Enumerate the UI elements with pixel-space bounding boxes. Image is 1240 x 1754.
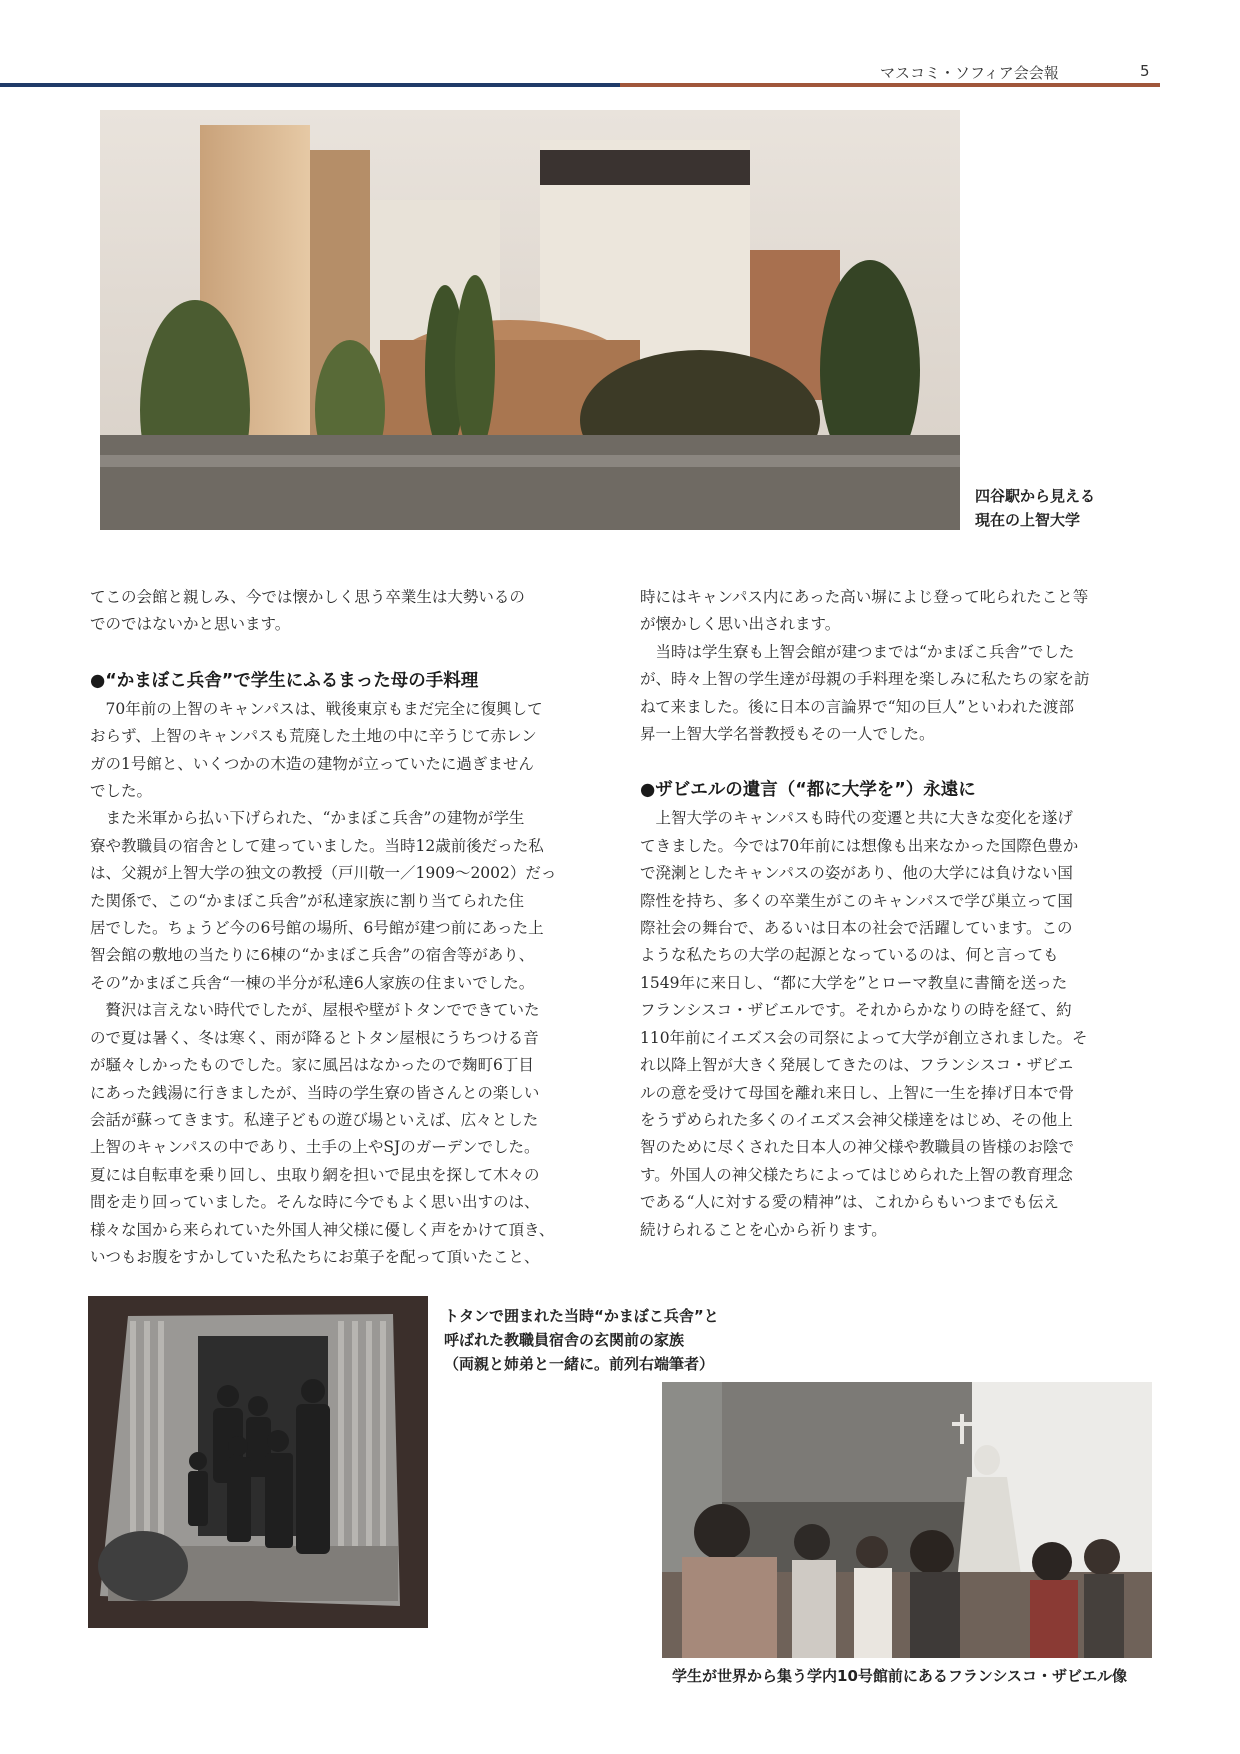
text-line: ガの1号館と、いくつかの木造の建物が立っていたに過ぎません	[90, 754, 534, 773]
text-line: 様々な国から来られていた外国人神父様に優しく声をかけて頂き、	[90, 1220, 555, 1239]
text-line: 時にはキャンパス内にあった高い塀によじ登って叱られたこと等	[640, 588, 1089, 606]
newsletter-title: マスコミ・ソフィア会会報	[880, 64, 1059, 82]
text-line: にあった銭湯に行きましたが、当時の学生寮の皆さんとの楽しい	[90, 1083, 540, 1102]
statue-photo-caption	[672, 1664, 1127, 1688]
text-line: が懐かしく思い出されます。	[640, 615, 841, 634]
text-line: てこの会館と親しみ、今では懐かしく思う卒業生は大勢いるの	[90, 588, 525, 606]
left-column	[90, 584, 612, 1271]
text-line: また米軍から払い下げられた、“かまぼこ兵舎”の建物が学生	[90, 809, 525, 828]
text-line: 際社会の舞台で、あるいは日本の社会で活躍しています。この	[640, 919, 1073, 938]
text-line: いつもお腹をすかしていた私たちにお菓子を配って頂いたこと、	[90, 1247, 540, 1266]
text-line: 寮や教職員の宿舎として建っていました。当時12歳前後だった私	[90, 836, 544, 855]
text-line: フランシスコ・ザビエルです。それからかなりの時を経て、約	[640, 1001, 1072, 1020]
text-line: た関係で、この“かまぼこ兵舎”が私達家族に割り当てられた住	[90, 891, 525, 910]
text-line: 智のために尽くされた日本人の神父様や教職員の皆様のお陰で	[640, 1138, 1075, 1157]
text-line: でした。	[90, 782, 153, 801]
text-line: その”かまぼこ兵舎“一棟の半分が私達6人家族の住まいでした。	[90, 973, 535, 992]
xavier-statue-photo	[662, 1382, 1152, 1658]
text-line: 際性を持ち、多くの卒業生がこのキャンパスで学び巣立って国	[640, 891, 1073, 910]
header-rule-brown	[620, 83, 1160, 87]
text-line: 間を走り回っていました。そんな時に今でもよく思い出すのは、	[90, 1193, 540, 1212]
text-line: 夏には自転車を乗り回し、虫取り網を担いで昆虫を探して木々の	[90, 1165, 540, 1184]
family-photo	[88, 1296, 428, 1628]
text-line: す。外国人の神父様たちによってはじめられた上智の教育理念	[640, 1165, 1073, 1184]
text-line: は、父親が上智大学の独文の教授（戸川敬一／1909～2002）だっ	[90, 864, 557, 883]
campus-photo	[100, 110, 960, 530]
text-line: 上智のキャンパスの中であり、土手の上やSJのガーデンでした。	[90, 1138, 540, 1157]
header-rule-navy	[0, 83, 620, 87]
text-line: 昇一上智大学名誉教授もその一人でした。	[640, 725, 935, 744]
text-line: 会話が蘇ってきます。私達子どもの遊び場といえば、広々とした	[90, 1110, 539, 1129]
right-column	[640, 584, 1162, 1244]
text-line: をうずめられた多くのイエズス会神父様達をはじめ、その他上	[640, 1110, 1073, 1129]
text-line: れ以降上智が大きく発展してきたのは、フランシスコ・ザビエ	[640, 1056, 1074, 1075]
text-line: が騒々しかったものでした。家に風呂はなかったので麹町6丁目	[90, 1056, 534, 1075]
text-line: ので夏は暑く、冬は寒く、雨が降るとトタン屋根にうちつける音	[90, 1028, 539, 1047]
text-line: おらず、上智のキャンパスも荒廃した土地の中に辛うじて赤レン	[90, 727, 537, 746]
text-line: 贅沢は言えない時代でしたが、屋根や壁がトタンでできていた	[90, 1001, 540, 1020]
text-line: 続けられることを心から祈ります。	[640, 1220, 887, 1239]
caption-line: （両親と姉弟と一緒に。前列右端筆者）	[444, 1355, 715, 1373]
caption-line: 現在の上智大学	[975, 511, 1081, 529]
caption-line: 呼ばれた教職員宿舎の玄関前の家族	[444, 1331, 685, 1349]
text-line: 110年前にイエズス会の司祭によって大学が創立されました。そ	[640, 1028, 1088, 1047]
caption-line: 学生が世界から集う学内10号館前にあるフランシスコ・ザビエル像	[672, 1667, 1128, 1685]
campus-photo-caption	[975, 484, 1095, 532]
text-line: ルの意を受けて母国を離れ来日し、上智に一生を捧げ日本で骨	[640, 1083, 1075, 1102]
text-line: 当時は学生寮も上智会館が建つまでは“かまぼこ兵舎”でした	[640, 642, 1075, 661]
text-line: 居でした。ちょうど今の6号館の場所、6号館が建つ前にあった上	[90, 919, 544, 938]
page-number: 5	[1140, 62, 1150, 80]
caption-line: 四谷駅から見える	[975, 487, 1096, 505]
section-heading-xavier: ●ザビエルの遺言（“都に大学を”）永遠に	[640, 780, 976, 801]
caption-line: トタンで囲まれた当時“かまぼこ兵舎”と	[444, 1307, 719, 1325]
text-line: ねて来ました。後に日本の言論界で“知の巨人”といわれた渡部	[640, 697, 1074, 716]
text-line: 智会館の敷地の当たりに6棟の“かまぼこ兵舎”の宿舎等があり、	[90, 946, 535, 965]
text-line: 上智大学のキャンパスも時代の変遷と共に大きな変化を遂げ	[640, 809, 1073, 828]
text-line: で溌溂としたキャンパスの姿があり、他の大学には負けない国	[640, 864, 1073, 883]
text-line: てきました。今では70年前には想像も出来なかった国際色豊か	[640, 836, 1079, 855]
text-line: である“人に対する愛の精神”は、これからもいつまでも伝え	[640, 1193, 1059, 1212]
text-line: が、時々上智の学生達が母親の手料理を楽しみに私たちの家を訪	[640, 670, 1090, 689]
text-line: ような私たちの大学の起源となっているのは、何と言っても	[640, 946, 1059, 965]
family-photo-caption	[444, 1304, 719, 1376]
text-line: 70年前の上智のキャンパスは、戦後東京もまだ完全に復興して	[90, 699, 543, 718]
section-heading-kamaboko: ●“かまぼこ兵舎”で学生にふるまった母の手料理	[90, 670, 479, 691]
text-line: 1549年に来日し、“都に大学を”とローマ教皇に書簡を送った	[640, 973, 1068, 992]
text-line: でのではないかと思います。	[90, 615, 291, 634]
